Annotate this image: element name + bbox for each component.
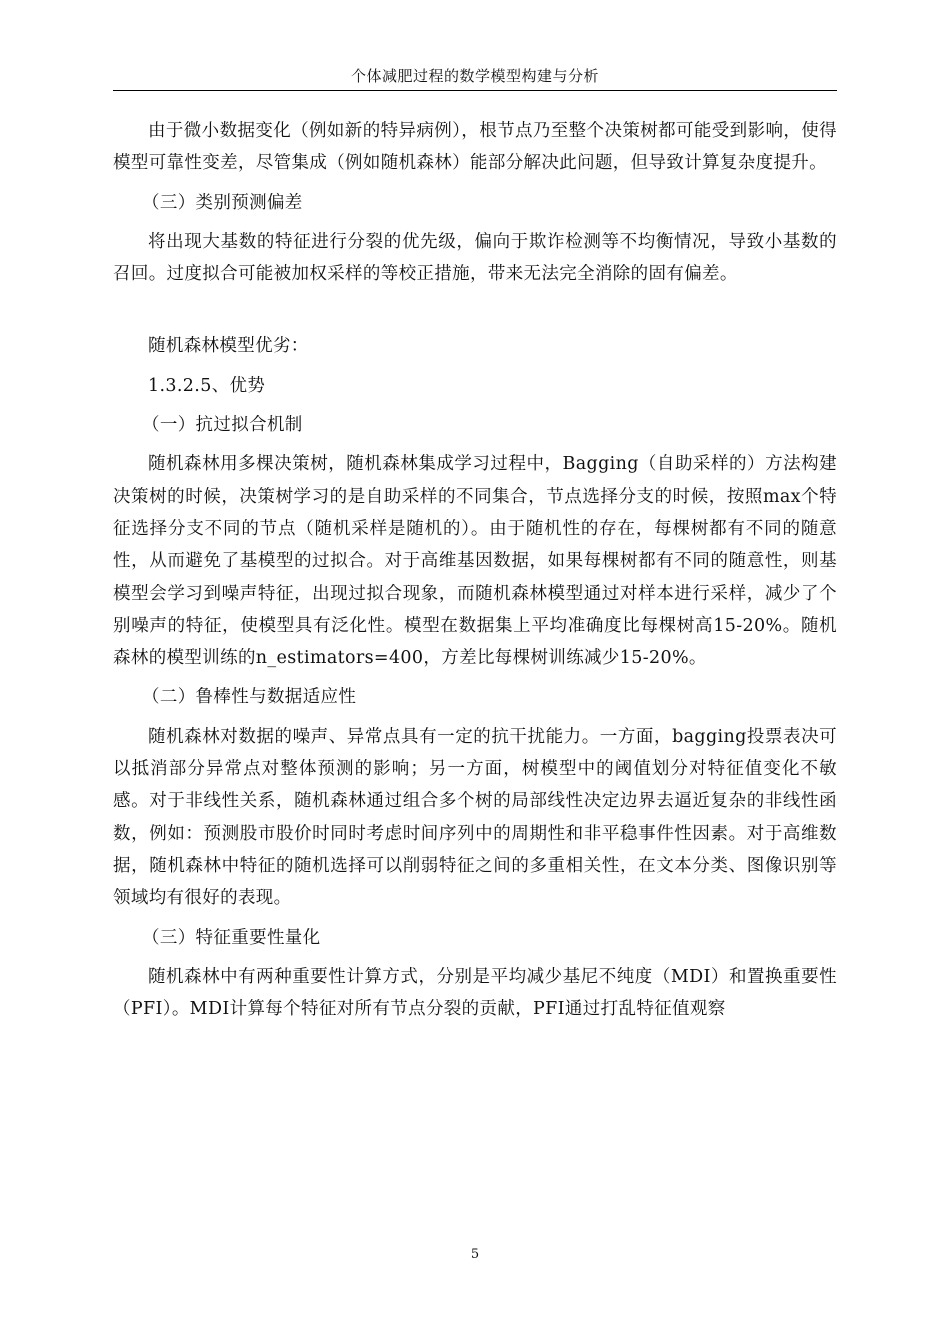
document-body — [113, 115, 837, 1025]
heading-rf-pros-cons: 随机森林模型优劣： — [148, 336, 309, 357]
paragraph-feature-importance: 随机森林中有两种重要性计算方式，分别是平均减少基尼不纯度（MDI）和置换重要性（PFI）。MDI计算每个特征对所有节点分裂的贡献，PFI通过打乱特征值观察 — [113, 966, 837, 1020]
heading-robustness: （二）鲁棒性与数据适应性 — [142, 687, 357, 708]
page-header — [113, 64, 837, 91]
paragraph-robustness: 随机森林对数据的噪声、异常点具有一定的抗干扰能力。一方面，bagging投票表决可以抵消部分异常点对整体预测的影响；另一方面，树模型中的阈值划分对特征值变化不敏感。对于非线性关系，随机森林通过组合多个树的局部线性决定边界去逼近复杂的非线性函数，例如：预测股市股价时同时考虑时间序列中的周期性和非平稳事件性因素。对于高维数据，随机森林中特征的随机选择可以削弱特征之间的多重相关性，在文本分类、图像识别等领域均有很好的表现。 — [113, 726, 837, 909]
page-number: 5 — [470, 1247, 480, 1262]
section-heading-advantages: 1.3.2.5、优势 — [148, 375, 266, 396]
heading-class-bias: （三）类别预测偏差 — [142, 192, 303, 213]
blank-line — [113, 290, 837, 330]
paragraph-instability: 由于微小数据变化（例如新的特异病例），根节点乃至整个决策树都可能受到影响，使得模型可靠性变差，尽管集成（例如随机森林）能部分解决此问题，但导致计算复杂度提升。 — [113, 121, 837, 174]
paragraph-anti-overfitting: 随机森林用多棵决策树，随机森林集成学习过程中，Bagging（自助采样的）方法构建决策树的时候，决策树学习的是自助采样的不同集合，节点选择分支的时候，按照max个特征选择分支不同的节点（随机采样是随机的）。由于随机性的存在，每棵树都有不同的随意性，从而避免了基模型的过拟合。对于高维基因数据，如果每棵树都有不同的随意性，则基模型会学习到噪声特征，出现过拟合现象，而随机森林模型通过对样本进行采样，减少了个别噪声的特征，使模型具有泛化性。模型在数据集上平均准确度比每棵树高15-20%。随机森林的模型训练的n_estimators=400，方差比每棵树训练减少15-20%。 — [113, 454, 837, 669]
heading-anti-overfitting: （一）抗过拟合机制 — [142, 415, 303, 436]
running-title: 个体减肥过程的数学模型构建与分析 — [350, 67, 599, 85]
heading-feature-importance: （三）特征重要性量化 — [142, 927, 321, 948]
paragraph-class-bias: 将出现大基数的特征进行分裂的优先级，偏向于欺诈检测等不均衡情况，导致小基数的召回。过度拟合可能被加权采样的等校正措施，带来无法完全消除的固有偏差。 — [113, 231, 837, 285]
